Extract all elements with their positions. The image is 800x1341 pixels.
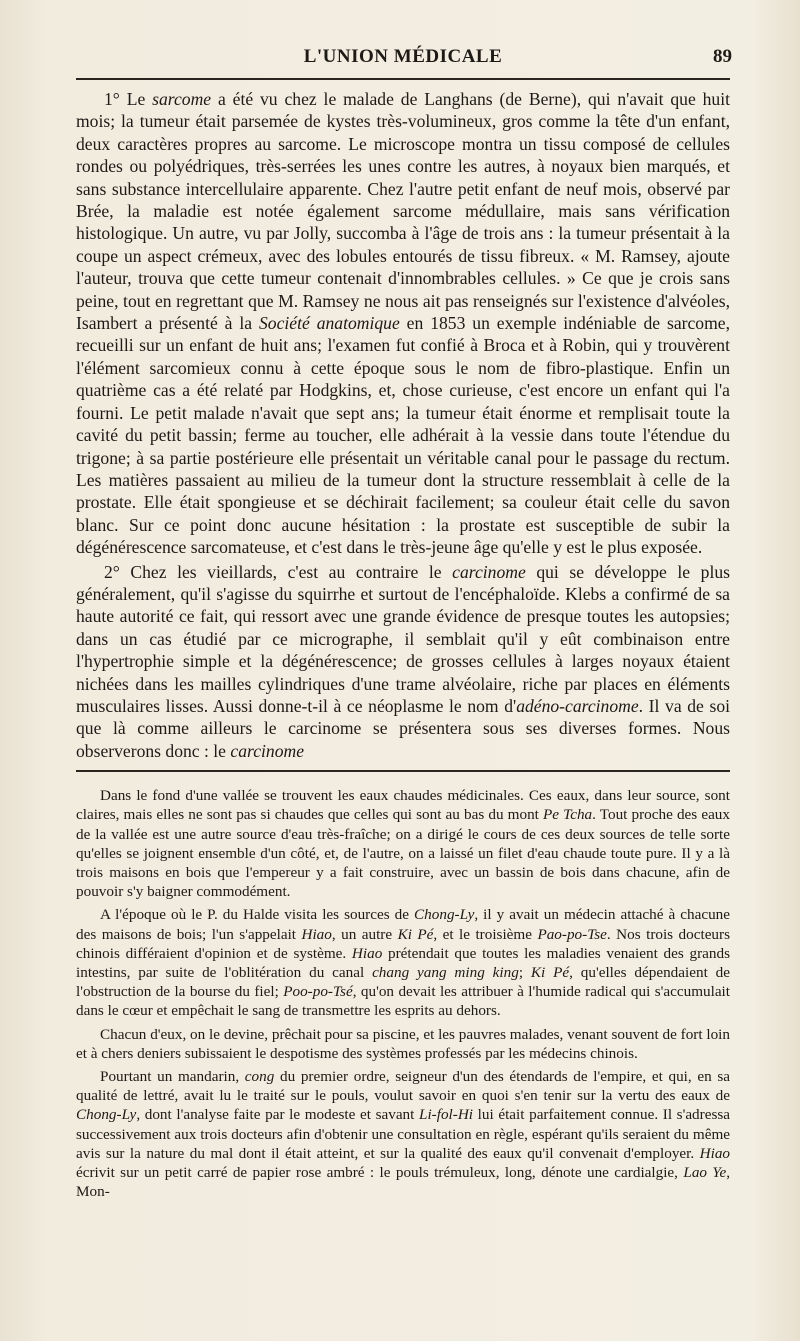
note-paragraph	[76, 905, 730, 1020]
text-run: Dans le fond d'une vallée se trouvent les eaux chaudes médicinales. Ces eaux, dans leur source, sont claires, mais elles ne sont pas si chaudes que celles qui sont au bas du mont	[76, 787, 730, 824]
text-run: en 1853 un exemple indéniable de sarcome, recueilli sur un enfant de huit ans; l'examen fut confié à Broca et à Robin, qui y trouvèrent l'élément sarcomieux connu à cette époque sous le nom de fibro-plastique. Enfin un quatrième cas a été relaté par Hodgkins, et, chose curieuse, c'est encore un enfant qui l'a fourni. Le petit malade n'avait que sept ans; la tumeur était énorme et remplisait toute la cavité du petit bassin; ferme au toucher, elle adhérait à la vessie dans toute l'étendue du trigone; à sa partie postérieure elle présentait un véritable canal pour le passage du rectum. Les matières passaient au milieu de la tumeur dont la structure ressemblait à celle de la prostate. Elle était spongieuse et se déchirait facilement; sa couleur était celle du savon blanc. Sur ce point donc aucune hésitation : la prostate est susceptible de subir la dégénérescence sarcomateuse, et c'est dans le très-jeune âge qu'elle y est le plus exposée.	[76, 313, 730, 558]
note-paragraph	[76, 786, 730, 901]
text-run: , dont l'analyse faite par le modeste et savant	[136, 1106, 420, 1124]
text-run: , il y avait un médecin attaché à chacune des maisons de bois; l'un s'appelait	[76, 906, 730, 943]
text-run: a été vu chez le malade de Langhans (de Berne), qui n'avait que huit mois; la tumeur était parsemée de kystes très-volumineux, gros comme la tête d'un enfant, deux caractères propres au sarcome. Le microscope montra un tissu composé de cellules rondes ou polyédriques, très-serrées les unes contre les autres, à noyaux bien marqués, et sans substance intercellulaire apparente. Chez l'autre petit enfant de neuf mois, observé par Brée, la maladie est notée également sarcome médullaire, mais sans vérification histologique. Un autre, vu par Jolly, succomba à l'âge de trois ans : la tumeur présentait à la coupe un aspect crémeux, avec des lobules entourés de tissu fibreux. « M. Ramsey, ajoute l'auteur, trouva que cette tumeur contenait d'innombrables cellules. » Ce que je crois sans peine, tout en regrettant que M. Ramsey ne nous ait pas renseignés sur l'existence d'alvéoles, Isambert a présenté à la	[76, 89, 730, 334]
italic-term: Ki Pé	[530, 964, 570, 982]
main-text	[76, 88, 730, 762]
italic-term: Chong-Ly	[414, 906, 475, 924]
header-rule	[76, 78, 730, 80]
italic-term: carcinome	[452, 561, 526, 582]
text-run: lui était parfaitement connue. Il s'adressa successivement aux trois docteurs afin d'obtenir une consultation en règle, espérant qu'ils seraient du même avis sur la nature du mal dont il était atteint, et sur la qualité des eaux qu'il convenait d'employer.	[76, 1106, 731, 1162]
page-header	[76, 0, 730, 74]
text-run: Pourtant un mandarin,	[100, 1068, 245, 1086]
text-run: ;	[518, 964, 531, 982]
italic-term: sarcome	[152, 89, 212, 109]
text-run: . Nos trois docteurs chinois différaient d'opinion et de système.	[76, 925, 730, 962]
text-run: qui se développe le plus généralement, qu'il s'agisse du squirrhe et surtout de l'encéphaloïde. Klebs a confirmé de sa haute autorité ce fait, qui ressort avec une grande évidence de presque toutes les autopsies; dans un cas étudié par ce micrographe, il semblait qu'il y eût combinaison entre l'hypertrophie simple et la dégénérescence; de grosses cellules à larges noyaux étaient nichées dans les mailles cylindriques d'une trame alvéolaire, riche par places en éléments musculaires lisses. Aussi donne-t-il à ce néoplasme le nom d'	[76, 561, 730, 716]
text-run: , Mon-	[76, 1164, 730, 1201]
paragraph-carcinome	[76, 561, 730, 763]
italic-term: Société anatomique	[259, 313, 400, 334]
text-run: , qu'on devait les attribuer à l'humide radical qui s'accumulait dans le cœur et empêchait le sang de transmettre les esprits au dehors.	[76, 983, 730, 1020]
text-run: écrivit sur un petit carré de papier rose ambré : le pouls trémuleux, long, dénote une cardialgie,	[76, 1164, 684, 1182]
text-run: , un autre	[331, 925, 398, 943]
note-paragraph	[76, 1067, 730, 1201]
page-number: 89	[713, 46, 732, 67]
note-paragraph: Chacun d'eux, on le devine, prêchait pour sa piscine, et les pauvres malades, venant souvent de fort loin et à chers deniers subissaient le despotisme des systèmes professés par les médecins chinois.	[76, 1025, 730, 1062]
italic-term: Hiao	[351, 944, 383, 962]
italic-term: Pe Tcha	[543, 806, 593, 824]
footnote-rule	[76, 770, 730, 772]
italic-term: Ki Pé	[397, 925, 434, 943]
text-run: , et le troisième	[433, 925, 538, 943]
italic-term: chang yang ming king	[372, 964, 519, 982]
text-run: . Il va de soi que là comme ailleurs le carcinome se présentera sous ses diverses formes. Nous observerons donc : le	[76, 695, 730, 761]
italic-term: adéno-carcinome	[516, 695, 639, 716]
italic-term: Lao Ye	[683, 1164, 727, 1182]
italic-term: Pao-po-Tse	[537, 925, 607, 943]
footnotes	[76, 786, 730, 1201]
paragraph-sarcome	[76, 88, 730, 559]
italic-term: carcinome	[230, 740, 305, 761]
italic-term: Hiao	[301, 925, 332, 943]
text-run: 1° Le	[104, 89, 153, 109]
italic-term: cong	[244, 1068, 275, 1086]
text-run: A l'époque où le P. du Halde visita les sources de	[100, 906, 415, 924]
italic-term: Li-fol-Hi	[419, 1106, 474, 1124]
running-title: L'UNION MÉDICALE	[303, 46, 503, 67]
text-run: . Tout proche des eaux de la vallée est une autre source d'eau très-fraîche; on a dirigé le cours de ces deux sources de telle sorte qu'elles se joignent ensemble d'un côté, et, de l'autre, on a laissé un filet d'eau chaude toute pure. Il y a là trois maisons en bois que l'empereur y a fait construire, avec un bassin de bois dans chacune, afin de pouvoir s'y baigner commodément.	[76, 806, 730, 901]
italic-term: Hiao	[699, 1144, 730, 1162]
italic-term: Poo-po-Tsé	[283, 983, 353, 1001]
text-run: du premier ordre, seigneur d'un des étendards de l'empire, et qui, en sa qualité de lettré, avait lu le traité sur le pouls, voulut savoir en quoi s'en tenir sur la vertu des eaux de	[76, 1068, 730, 1105]
text-run: 2° Chez les vieillards, c'est au contraire le	[104, 561, 453, 582]
italic-term: Chong-Ly	[76, 1106, 137, 1124]
text-run: , qu'elles dépendaient de l'obstruction de la bourse du fiel;	[76, 964, 730, 1001]
text-run: prétendait que toutes les maladies venaient des grands intestins, par suite de l'oblitération du canal	[76, 944, 730, 982]
